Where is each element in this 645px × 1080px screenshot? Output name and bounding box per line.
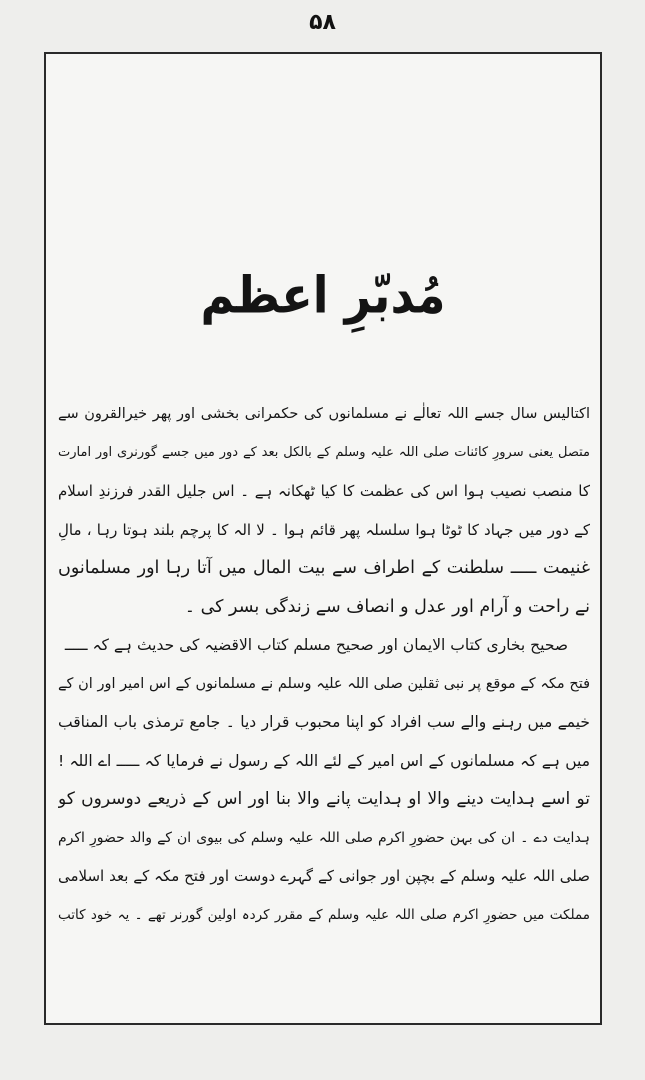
text-line: مملکت میں حضورِ اکرم صلی اللہ علیہ وسلم کے مقرر کردہ اولین گورنر تھے ۔ یہ خود کاتب bbox=[58, 906, 590, 923]
text-line: متصل یعنی سرورِ کائنات صلی اللہ علیہ وسلم کے بالکل بعد کے دور میں جسے گورنری اور امارت bbox=[58, 444, 590, 460]
text-line: میں ہے کہ مسلمانوں کے اس امیر کے لئے اللہ کے رسول نے فرمایا کہ ـــــ اے اللہ ! bbox=[58, 751, 590, 770]
chapter-title: مُدبّرِ اعظم bbox=[200, 265, 446, 325]
text-line: نے راحت و آرام اور عدل و انصاف سے زندگی بسر کی ۔ bbox=[184, 596, 590, 617]
text-line: صحیح بخاری کتاب الایمان اور صحیح مسلم کتاب الاقضیہ کی حدیث ہے کہ ـــــ bbox=[64, 636, 568, 654]
text-line: کا منصب نصیب ہوا اس کی عظمت کا کیا ٹھکانہ ہے ۔ اس جلیل القدر فرزندِ اسلام bbox=[58, 482, 590, 500]
text-line: صلی اللہ علیہ وسلم کے بچپن اور جوانی کے گہرے دوست اور فتح مکہ کے بعد اسلامی bbox=[58, 867, 590, 885]
text-line: اکتالیس سال جسے اللہ تعالٰے نے مسلمانوں کی حکمرانی بخشی اور پھر خیرالقرون سے bbox=[58, 406, 590, 422]
text-line: کے دور میں جہاد کا ٹوٹا ہوا سلسلہ پھر قائم ہوا ۔ لا الہ کا پرچم بلند ہوتا رہا ، مالِ bbox=[58, 520, 590, 539]
text-line: خیمے میں رہنے والے سب افراد کو اپنا محبوب قرار دیا ۔ جامع ترمذی باب المناقب bbox=[58, 713, 590, 731]
body-text bbox=[58, 395, 590, 1005]
text-line: غنیمت ـــــ سلطنت کے اطراف سے بیت المال میں آتا رہا اور مسلمانوں bbox=[58, 558, 590, 578]
text-line: تو اسے ہدایت دینے والا او ہدایت پانے والا بنا اور اس کے ذریعے دوسروں کو bbox=[58, 789, 590, 809]
text-line: فتح مکہ کے موقع پر نبی ثقلین صلی اللہ علیہ وسلم نے مسلمانوں کے اس امیر اور ان کے bbox=[58, 675, 590, 692]
text-line: ہدایت دے ۔ ان کی بہن حضورِ اکرم صلی اللہ علیہ وسلم کی بیوی ان کے والد حضورِ اکرم bbox=[58, 829, 590, 846]
page-number: ۵۸ bbox=[309, 10, 336, 35]
